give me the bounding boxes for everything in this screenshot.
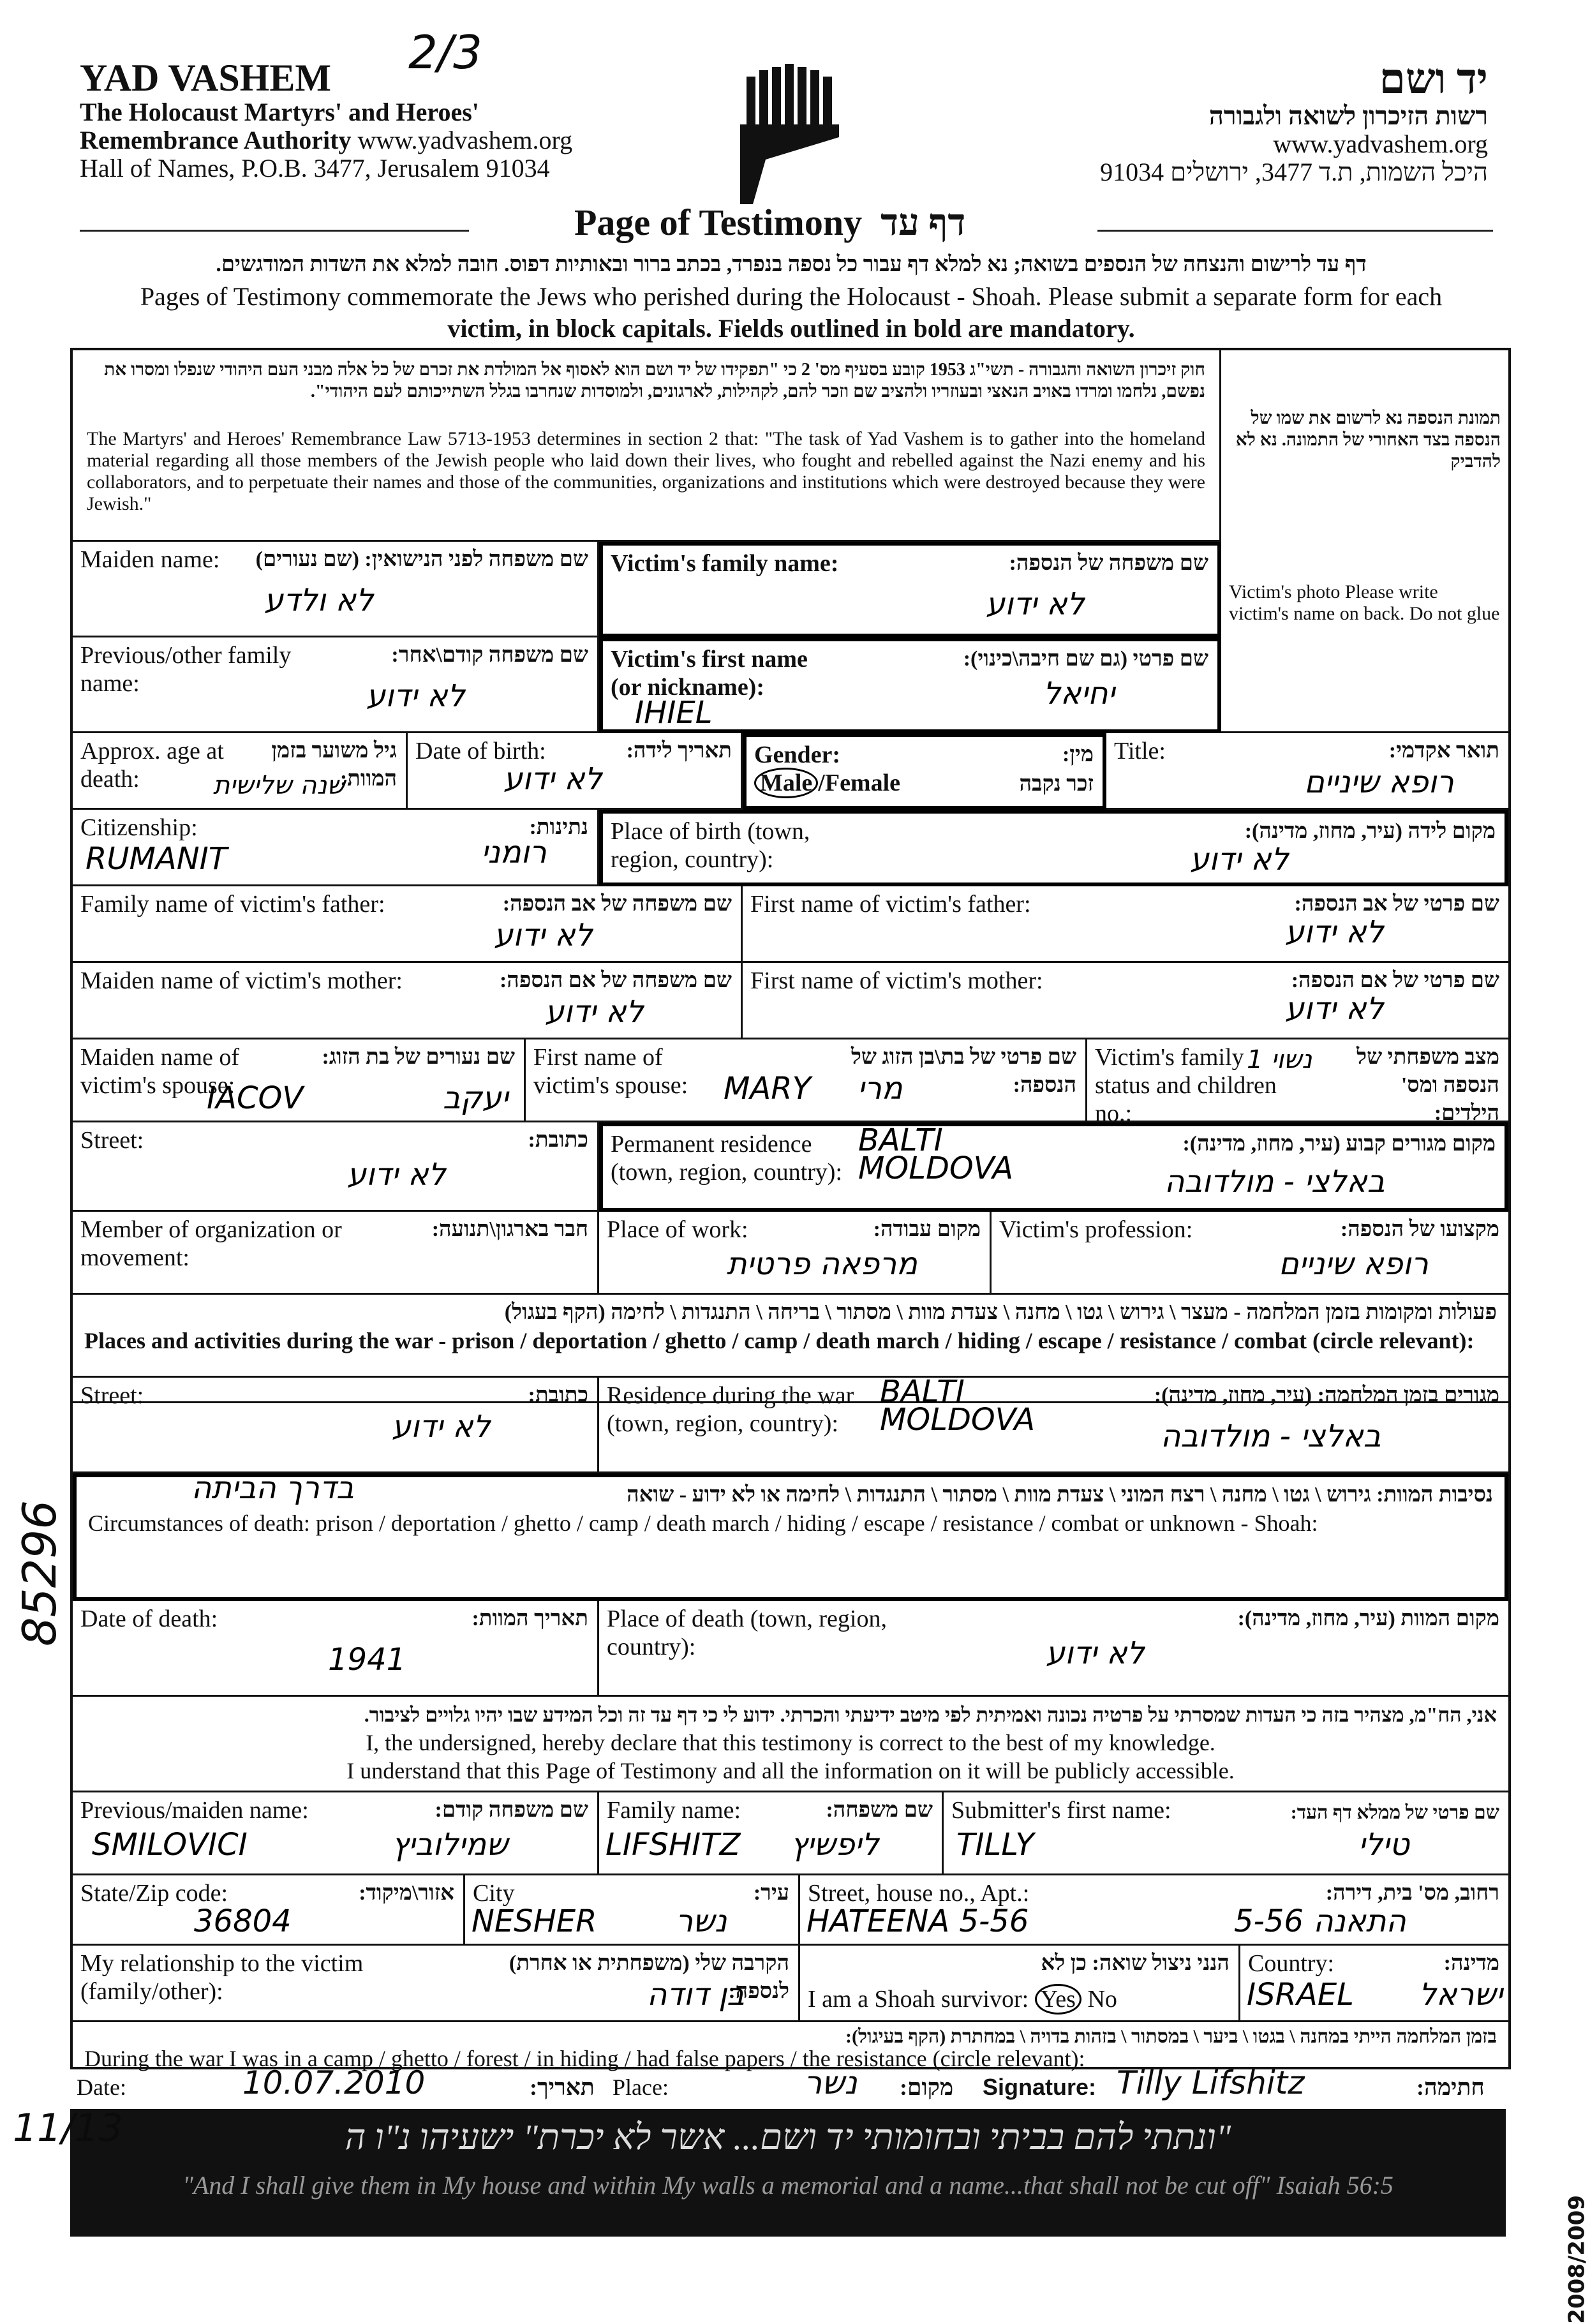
spouse-maiden-value-heb: יעקב xyxy=(443,1080,509,1116)
sub-first-heb: שם פרטי של ממלא דף העד: xyxy=(1290,1802,1499,1823)
country-field[interactable] xyxy=(1240,1946,1508,2022)
sub-family-label: Family name: xyxy=(607,1797,741,1824)
circumstances-value: בדרך הביתה xyxy=(191,1470,354,1506)
city-heb: עיר: xyxy=(753,1881,789,1905)
survivor-no[interactable]: No xyxy=(1087,1986,1117,2013)
place-of-work-field[interactable] xyxy=(599,1212,992,1295)
spouse-first-value-heb: מרי xyxy=(858,1071,903,1106)
header-org-en xyxy=(80,57,572,182)
death-date-value: 1941 xyxy=(328,1642,406,1678)
victim-family-value: לא ידוע xyxy=(986,586,1085,622)
war-activities-field[interactable] xyxy=(73,1295,1508,1378)
street-value: לא ידוע xyxy=(347,1157,446,1193)
yad-vashem-logo-icon xyxy=(740,64,842,204)
war-residence-label: Residence during the war (town, region, country): xyxy=(607,1382,854,1437)
sub-first-value-heb: טילי xyxy=(1358,1827,1409,1863)
age-heb: גיל משוער בזמן המוות: xyxy=(271,739,397,791)
declaration-heb: אני, הח"מ, מצהיר בזה כי העדות שמסרתי על פרטיה נכונה ואמיתית לפי מיטב ידיעתי והכרתי. ידוע לי כי דף עד זה וכל המידע שבו יהיו גלויים לציבור. xyxy=(364,1703,1497,1726)
photo-box[interactable] xyxy=(1221,350,1508,733)
father-family-value: לא ידוע xyxy=(494,918,593,953)
date-value: 10.07.2010 xyxy=(242,2064,426,2101)
birthplace-label: Place of birth (town, region, country): xyxy=(611,818,810,873)
quote-heb: "ונתתי להם בביתי ובחומותי יד ושם... אשר לא יכרת" ישעיהו נ"ו ה xyxy=(345,2118,1231,2157)
war-street-value: לא ידוע xyxy=(392,1409,491,1445)
street-heb: כתובת: xyxy=(528,1128,588,1152)
citizenship-heb: נתינות: xyxy=(529,816,588,839)
previous-name-label: Previous/other family name: xyxy=(80,642,292,697)
birthplace-heb: מקום לידה (עיר, מחוז, מדינה): xyxy=(1244,819,1496,843)
profession-label: Victim's profession: xyxy=(999,1216,1193,1243)
workplace-value: מרפאה פרטית xyxy=(727,1246,918,1282)
street-field[interactable] xyxy=(73,1122,599,1212)
org-address: Hall of Names, P.O.B. 3477, Jerusalem 91034 xyxy=(80,154,550,182)
sub-street-value-heb: התאנה 5-56 xyxy=(1234,1903,1406,1939)
declaration-line2: I understand that this Page of Testimony and all the information on it will be publicly accessible. xyxy=(346,1758,1235,1784)
declaration xyxy=(73,1697,1508,1792)
survivor-yes-circle[interactable]: Yes xyxy=(1035,1984,1081,2015)
title-heb: דף עד xyxy=(880,202,966,243)
city-value: NESHER xyxy=(472,1903,597,1939)
war-residence-field[interactable] xyxy=(599,1374,1508,1473)
mother-first-field[interactable] xyxy=(743,963,1508,1039)
intro xyxy=(83,249,1499,345)
photo-note-en: Victim's photo Please write victim's name on back. Do not glue xyxy=(1229,581,1500,624)
spouse-first-value: MARY xyxy=(724,1071,811,1106)
age-value: שנה שלישית xyxy=(213,771,345,800)
member-org-field[interactable] xyxy=(73,1212,599,1295)
profession-value: רופא שיניים xyxy=(1279,1246,1429,1282)
residence-heb: מקום מגורים קבוע (עיר, מחוז, מדינה): xyxy=(1182,1132,1496,1156)
sub-family-value: LIFSHITZ xyxy=(606,1827,741,1863)
title-en: Page of Testimony xyxy=(574,202,863,243)
page-marks: 11/13 xyxy=(13,2106,123,2150)
page-number-handwritten: 2/3 xyxy=(408,26,482,79)
citizenship-value-heb: רומני xyxy=(481,835,547,870)
archive-code: 2008/2009 xyxy=(1564,2195,1590,2324)
relation-label: My relationship to the victim (family/other): xyxy=(80,1950,364,2005)
victim-family-label: Victim's family name: xyxy=(611,550,839,577)
street-label: Street: xyxy=(80,1127,144,1154)
victim-family-name-field[interactable] xyxy=(599,542,1221,637)
gender-female[interactable]: /Female xyxy=(818,770,901,796)
signature-label: Signature: xyxy=(983,2074,1097,2100)
dob-heb: תאריך לידה: xyxy=(626,739,732,763)
profession-field[interactable] xyxy=(992,1212,1508,1295)
gender-field[interactable] xyxy=(743,733,1106,810)
mother-first-value: לא ידוע xyxy=(1285,991,1384,1027)
signature-value: Tilly Lifshitz xyxy=(1117,2064,1305,2101)
citizenship-label: Citizenship: xyxy=(80,814,198,841)
place-heb: מקום: xyxy=(900,2074,954,2100)
testimony-form xyxy=(70,348,1511,2069)
title-label: Title: xyxy=(1114,738,1166,764)
org-name-heb: יד ושם xyxy=(1379,56,1488,103)
sub-street-heb: רחוב, מס' בית, דירה: xyxy=(1325,1881,1499,1905)
date-heb: תאריך: xyxy=(530,2074,595,2100)
street-address-field[interactable] xyxy=(800,1875,1508,1946)
submitter-first-field[interactable] xyxy=(944,1792,1508,1875)
member-heb: חבר בארגון\תנועה: xyxy=(431,1218,588,1241)
war-residence-value: BALTI MOLDOVA xyxy=(880,1374,1036,1438)
war-street-label: Street: xyxy=(80,1382,144,1409)
spouse-first-field[interactable] xyxy=(526,1039,1087,1122)
dob-value: לא ידוע xyxy=(503,761,602,797)
city-value-heb: נשר xyxy=(676,1903,727,1939)
maiden-name-heb: שם משפחה לפני הנישואין: (שם נעורים) xyxy=(255,547,588,571)
maiden-name-label: Maiden name: xyxy=(80,546,220,573)
date-label: Date: xyxy=(77,2074,126,2100)
country-heb: מדינה: xyxy=(1443,1951,1499,1975)
mother-maiden-heb: שם משפחה של אם הנספה: xyxy=(499,969,732,992)
sub-street-value: HATEENA 5-56 xyxy=(806,1903,1029,1939)
sub-street-label: Street, house no., Apt.: xyxy=(808,1880,1030,1907)
org-sub1: The Holocaust Martyrs' and Heroes' xyxy=(80,98,479,126)
page-title xyxy=(574,201,965,244)
sub-prev-label: Previous/maiden name: xyxy=(80,1797,309,1824)
spouse-maiden-label: Maiden name of victim's spouse: xyxy=(80,1044,240,1099)
workplace-label: Place of work: xyxy=(607,1216,748,1243)
citizenship-field[interactable] xyxy=(73,810,599,886)
circumstances-heb: נסיבות המוות: גירוש \ גטו \ מחנה \ רצח המוני \ צעדת מוות \ מסתור \ התנגדות \ לחימה או לא ידוע - שואה xyxy=(627,1483,1493,1507)
war-residence-heb: מגורים בזמן המלחמה: (עיר, מחוז, מדינה): xyxy=(1154,1383,1499,1407)
zip-value: 36804 xyxy=(194,1903,292,1939)
law-en: The Martyrs' and Heroes' Remembrance Law 5713-1953 determines in section 2 that: "The task of Yad Vashem is to gather into the homeland material regarding all those members of the Jewish people who laid down their lives, who fought and rebelled against the Nazi enemy and his collaborators, and to perpetuate their names and those of the communities, organizations and institutions which were destroyed because they were Jewish." xyxy=(87,428,1205,514)
survivor-heb: הנני ניצול שואה: כן לא xyxy=(1041,1951,1230,1975)
family-status-field[interactable] xyxy=(1087,1039,1508,1127)
org-name: YAD VASHEM xyxy=(80,57,332,99)
during-war-label: During the war I was in a camp / ghetto / forest / in hiding / had false papers / the resistance (circle relevant): xyxy=(84,2046,1085,2071)
header-org-he xyxy=(1100,57,1488,186)
org-sub2: Remembrance Authority xyxy=(80,126,352,154)
spouse-first-heb: שם פרטי של בת\בן הזוג של הנספה: xyxy=(851,1045,1076,1097)
country-value: ISRAEL xyxy=(1247,1977,1354,2013)
victim-family-heb: שם משפחה של הנספה: xyxy=(1009,551,1208,575)
war-street-heb: כתובת: xyxy=(528,1383,588,1407)
place-label: Place: xyxy=(613,2074,669,2100)
birthplace-field[interactable] xyxy=(599,810,1508,886)
spouse-maiden-heb: שם נעורים של בת הזוג: xyxy=(322,1045,515,1069)
spouse-first-label: First name of victim's spouse: xyxy=(533,1044,688,1099)
archive-number: 85296 xyxy=(13,1500,66,1646)
sub-family-value-heb: ליפשיץ xyxy=(791,1827,879,1863)
birthplace-value: לא ידוע xyxy=(1190,842,1289,877)
org-url-heb[interactable]: www.yadvashem.org xyxy=(1273,130,1488,158)
victim-first-label: Victim's first name (or nickname): xyxy=(611,646,808,701)
sub-prev-value-heb: שמילוביץ xyxy=(392,1827,509,1863)
org-address-heb: היכל השמות, ת.ד 3477, ירושלים 91034 xyxy=(1100,158,1488,186)
photo-note-heb: תמונת הנספה נא לרשום את שמו של הנספה בצד האחורי של התמונה. נא לא להדביק xyxy=(1235,408,1501,472)
dob-label: Date of birth: xyxy=(415,738,546,764)
gender-male-circle[interactable]: Male xyxy=(754,768,818,798)
gender-label: Gender: xyxy=(754,741,841,768)
header-rule-right xyxy=(1097,230,1493,232)
activities-heb: פעולות ומקומות בזמן המלחמה - מעצר \ גירוש \ גטו \ מחנה \ צעדת מוות \ מסתור \ בריחה \ התנגדות \ לחימה (הקף בעגול) xyxy=(504,1300,1497,1324)
profession-heb: מקצועו של הנספה: xyxy=(1340,1218,1499,1241)
law-text-box xyxy=(73,350,1221,542)
org-sub-heb: רשות הזיכרון לשואה ולגבורה xyxy=(1208,101,1488,130)
residence-value: BALTI MOLDOVA xyxy=(858,1122,1014,1186)
sub-family-heb: שם משפחה: xyxy=(826,1798,933,1822)
death-place-value: לא ידוע xyxy=(1046,1635,1145,1671)
previous-name-value: לא ידוע xyxy=(366,678,465,714)
quote-en: "And I shall give them in My house and within My walls a memorial and a name...that shall not be cut off" Isaiah 56:5 xyxy=(182,2171,1393,2200)
title-field[interactable] xyxy=(1106,733,1508,810)
victim-first-heb: שם פרטי (גם שם חיבה\כינוי): xyxy=(963,647,1208,671)
spouse-maiden-field[interactable] xyxy=(73,1039,526,1122)
mother-first-label: First name of victim's mother: xyxy=(750,967,1043,994)
title-value: רופא שיניים xyxy=(1304,764,1454,800)
victim-first-name-field[interactable] xyxy=(599,637,1221,733)
sub-first-value: TILLY xyxy=(956,1827,1034,1863)
father-family-field[interactable] xyxy=(73,886,743,963)
circumstances-field[interactable] xyxy=(73,1470,1508,1601)
during-war-heb: בזמן המלחמה הייתי במחנה \ בגטו \ ביער \ במסתור \ בזהות בדויה \ במחתרת (הקף בעיגול): xyxy=(845,2026,1497,2047)
during-war-field[interactable] xyxy=(73,2022,1508,2071)
submitter-family-field[interactable] xyxy=(599,1792,944,1875)
place-value: נשר xyxy=(804,2064,858,2101)
death-date-heb: תאריך המוות: xyxy=(472,1607,588,1630)
law-heb: חוק זיכרון השואה והגבורה - תשי"ג 1953 קובע בסעיף מס' 2 כי "תפקידו של יד ושם הוא לאסוף אל המולדת את זכרם של כל אלה מבני העם היהודי שנפלו ומסרו את נפשם, נלחמו ומרדו באויב הנאצי ובעוזריו ולהציב שם וזכר להם, לקהילות, לארגונים, ולמוסדות שנחרבו בגלל השתייכותם לעם היהודי". xyxy=(104,360,1205,401)
mother-first-heb: שם פרטי של אם הנספה: xyxy=(1291,969,1499,992)
mother-maiden-field[interactable] xyxy=(73,963,743,1039)
place-of-death-field[interactable] xyxy=(599,1601,1508,1697)
relationship-field[interactable] xyxy=(73,1946,800,2022)
zip-heb: אזור\מיקוד: xyxy=(359,1881,454,1905)
age-label: Approx. age at death: xyxy=(80,738,224,793)
date-of-death-field[interactable] xyxy=(73,1601,599,1697)
relation-heb: הקרבה שלי (משפחתית או אחרת) לנספה: xyxy=(509,1951,789,2003)
survivor-field[interactable] xyxy=(800,1946,1240,2022)
title-heb: תואר אקדמי: xyxy=(1388,739,1499,763)
intro-heb: דף עד לרישום והנצחה של הנספים בשואה; נא למלא דף עבור כל נספה בנפרד, בכתב ברור ובאותיות דפוס. חובה למלא את השדות המודגשים. xyxy=(216,253,1367,276)
age-at-death-field[interactable] xyxy=(73,733,408,810)
death-date-label: Date of death: xyxy=(80,1605,218,1632)
footer-sign-row xyxy=(70,2064,1506,2106)
father-first-label: First name of victim's father: xyxy=(750,891,1031,918)
quote-banner xyxy=(70,2109,1506,2237)
residence-label: Permanent residence (town, region, country): xyxy=(611,1131,843,1186)
mother-maiden-value: לא ידוע xyxy=(545,994,644,1030)
mother-maiden-label: Maiden name of victim's mother: xyxy=(80,967,403,994)
date-of-birth-field[interactable] xyxy=(408,733,743,810)
father-first-field[interactable] xyxy=(743,886,1508,963)
father-family-label: Family name of victim's father: xyxy=(80,891,385,918)
member-label: Member of organization or movement: xyxy=(80,1216,342,1271)
death-place-label: Place of death (town, region, country): xyxy=(607,1605,887,1660)
sub-prev-value: SMILOVICI xyxy=(92,1827,248,1863)
sub-prev-heb: שם משפחה קודם: xyxy=(435,1798,588,1822)
residence-value-heb: באלצי - מולדובה xyxy=(1164,1164,1385,1200)
declaration-line1: I, the undersigned, hereby declare that this testimony is correct to the best of my knowledge. xyxy=(366,1730,1215,1755)
zip-field[interactable] xyxy=(73,1875,465,1946)
father-first-heb: שם פרטי של אב הנספה: xyxy=(1294,892,1499,916)
submitter-prev-name-field[interactable] xyxy=(73,1792,599,1875)
maiden-name-value: לא ולדע xyxy=(264,583,374,618)
gender-heb2: זכר נקבה xyxy=(1019,772,1094,796)
relation-value: בן דודה xyxy=(647,1977,745,2013)
family-status-value: נשוי 1 xyxy=(1247,1045,1312,1075)
previous-name-heb: שם משפחה קודם\אחר: xyxy=(391,643,588,667)
signature-heb: חתימה: xyxy=(1416,2074,1485,2100)
circumstances-label: Circumstances of death: prison / deportation / ghetto / camp / death march / hiding / escape / resistance / combat or unknown - Shoah: xyxy=(88,1510,1318,1536)
city-field[interactable] xyxy=(465,1875,800,1946)
org-url[interactable]: www.yadvashem.org xyxy=(357,126,573,154)
family-status-heb: מצב משפחתי של הנספה ומס' הילדים: xyxy=(1356,1045,1499,1125)
survivor-label: I am a Shoah survivor: xyxy=(808,1986,1029,2013)
country-label: Country: xyxy=(1248,1950,1335,1977)
war-residence-value-heb: באלצי - מולדובה xyxy=(1161,1419,1381,1454)
permanent-residence-field[interactable] xyxy=(599,1122,1508,1212)
citizenship-value: RUMANIT xyxy=(85,841,228,877)
death-place-heb: מקום המוות (עיר, מחוז, מדינה): xyxy=(1237,1607,1499,1630)
spouse-maiden-value: IACOV xyxy=(207,1080,304,1116)
father-first-value: לא ידוע xyxy=(1285,914,1384,950)
gender-heb: מין: xyxy=(1062,743,1094,766)
intro-line2: victim, in block capitals. Fields outlined in bold are mandatory. xyxy=(447,314,1135,343)
father-family-heb: שם משפחה של אב הנספה: xyxy=(502,892,732,916)
victim-first-value: IHIEL xyxy=(635,695,713,731)
activities-label: Places and activities during the war - prison / deportation / ghetto / camp / death march / hiding / escape / resistance / combat (circle relevant): xyxy=(84,1328,1475,1353)
city-label: City xyxy=(473,1880,515,1907)
workplace-heb: מקום עבודה: xyxy=(873,1218,981,1241)
previous-name-field[interactable] xyxy=(73,637,599,733)
header-rule-left xyxy=(80,230,469,232)
country-value-heb: ישראל xyxy=(1419,1977,1503,2013)
zip-label: State/Zip code: xyxy=(80,1880,228,1907)
victim-first-value-heb: יחיאל xyxy=(1043,676,1115,711)
war-street-field[interactable] xyxy=(73,1378,599,1473)
sub-first-label: Submitter's first name: xyxy=(951,1797,1171,1824)
family-status-label: Victim's family status and children no.: xyxy=(1095,1044,1277,1127)
intro-line1: Pages of Testimony commemorate the Jews who perished during the Holocaust - Shoah. Please submit a separate form for each xyxy=(140,282,1443,311)
maiden-name-field[interactable] xyxy=(73,542,599,637)
